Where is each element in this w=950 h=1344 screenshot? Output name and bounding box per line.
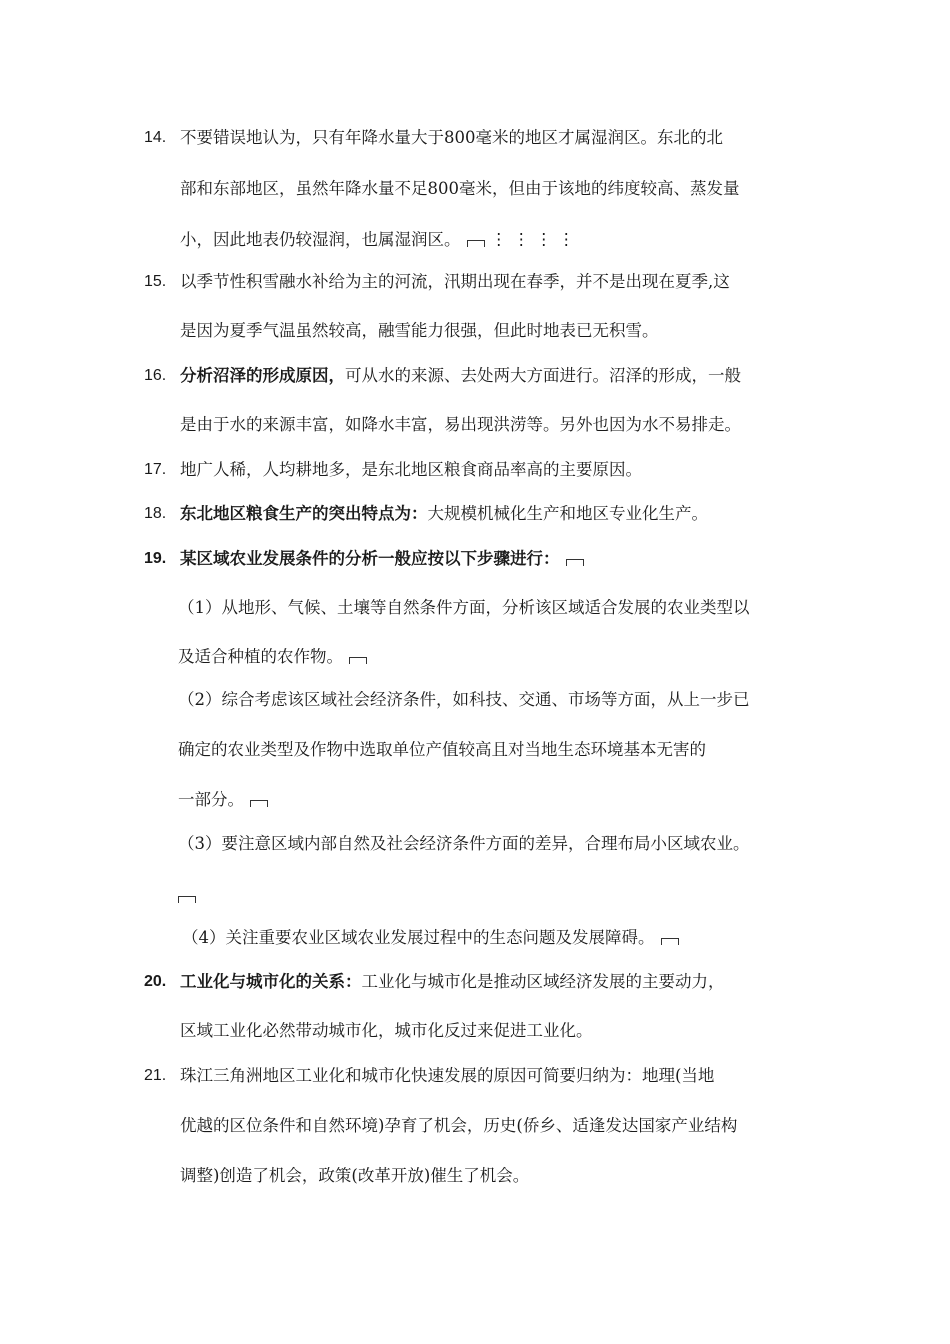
bracket-mark-icon xyxy=(467,240,485,247)
item-text-line: 调整)创造了机会，政策(改革开放)催生了机会。 xyxy=(180,1166,530,1185)
step-text-line: 确定的农业类型及作物中选取单位产值较高且对当地生态环境基本无害的 xyxy=(178,740,706,759)
item-text-line: 是由于水的来源丰富，如降水丰富，易出现洪涝等。另外也因为水不易排走。 xyxy=(180,415,741,434)
step-text-line xyxy=(178,645,367,669)
item-text-line xyxy=(180,547,584,571)
item-text: 可从水的来源、去处两大方面进行。沼泽的形成，一般 xyxy=(345,366,741,385)
step-text-line: （3）要注意区域内部自然及社会经济条件方面的差异，合理布局小区域农业。 xyxy=(178,834,750,853)
item-number: 18. xyxy=(144,505,167,522)
bracket-mark-icon xyxy=(661,938,679,945)
item-text-line: 区域工业化必然带动城市化，城市化反过来促进工业化。 xyxy=(180,1021,593,1040)
step-text: 一部分。 xyxy=(178,790,244,809)
step-text-line: （1）从地形、气候、土壤等自然条件方面，分析该区域适合发展的农业类型以 xyxy=(178,598,750,617)
item-text-line: 是因为夏季气温虽然较高，融雪能力很强，但此时地表已无积雪。 xyxy=(180,321,659,340)
step-text-line xyxy=(178,788,268,812)
bold-lead: 东北地区粮食生产的突出特点为： xyxy=(180,504,428,523)
step-text-line xyxy=(178,884,196,908)
bracket-mark-icon xyxy=(349,657,367,664)
item-text-line: 珠江三角洲地区工业化和城市化快速发展的原因可简要归纳为：地理(当地 xyxy=(180,1066,715,1085)
step-text-line: （2）综合考虑该区域社会经济条件，如科技、交通、市场等方面，从上一步已 xyxy=(178,690,750,709)
item-number: 16. xyxy=(144,367,167,384)
item-text: 小，因此地表仍较湿润，也属湿润区。 xyxy=(180,230,461,249)
item-text-line xyxy=(180,502,708,526)
item-number: 20. xyxy=(144,973,167,990)
item-text-line xyxy=(180,228,581,252)
bold-lead: 分析沼泽的形成原因， xyxy=(180,366,345,385)
item-number: 14. xyxy=(144,129,167,146)
item-text-line: 地广人稀，人均耕地多，是东北地区粮食商品率高的主要原因。 xyxy=(180,460,642,479)
step-text-line xyxy=(182,926,679,950)
bold-lead: 工业化与城市化的关系： xyxy=(180,972,362,991)
item-text-line: 不要错误地认为，只有年降水量大于800毫米的地区才属湿润区。东北的北 xyxy=(180,128,723,147)
item-text-line xyxy=(180,364,741,388)
dots-mark: ⋮⋮⋮⋮ xyxy=(490,230,581,249)
step-text: 及适合种植的农作物。 xyxy=(178,647,343,666)
item-text-line: 部和东部地区，虽然年降水量不足800毫米，但由于该地的纬度较高、蒸发量 xyxy=(180,179,740,198)
item-text-line xyxy=(180,970,725,994)
item-number: 19. xyxy=(144,550,167,567)
item-text-line: 以季节性积雪融水补给为主的河流，汛期出现在春季，并不是出现在夏季,这 xyxy=(180,272,730,291)
bracket-mark-icon xyxy=(566,559,584,566)
item-number: 17. xyxy=(144,461,167,478)
item-number: 21. xyxy=(144,1067,167,1084)
item-text-line: 优越的区位条件和自然环境)孕育了机会，历史(侨乡、适逢发达国家产业结构 xyxy=(180,1116,738,1135)
step-text: （4）关注重要农业区域农业发展过程中的生态问题及发展障碍。 xyxy=(182,928,655,947)
bold-lead: 某区域农业发展条件的分析一般应按以下步骤进行： xyxy=(180,549,560,568)
bracket-mark-icon xyxy=(178,896,196,903)
bracket-mark-icon xyxy=(250,800,268,807)
item-number: 15. xyxy=(144,273,167,290)
item-text: 工业化与城市化是推动区域经济发展的主要动力， xyxy=(361,972,725,991)
item-text: 大规模机械化生产和地区专业化生产。 xyxy=(427,504,708,523)
